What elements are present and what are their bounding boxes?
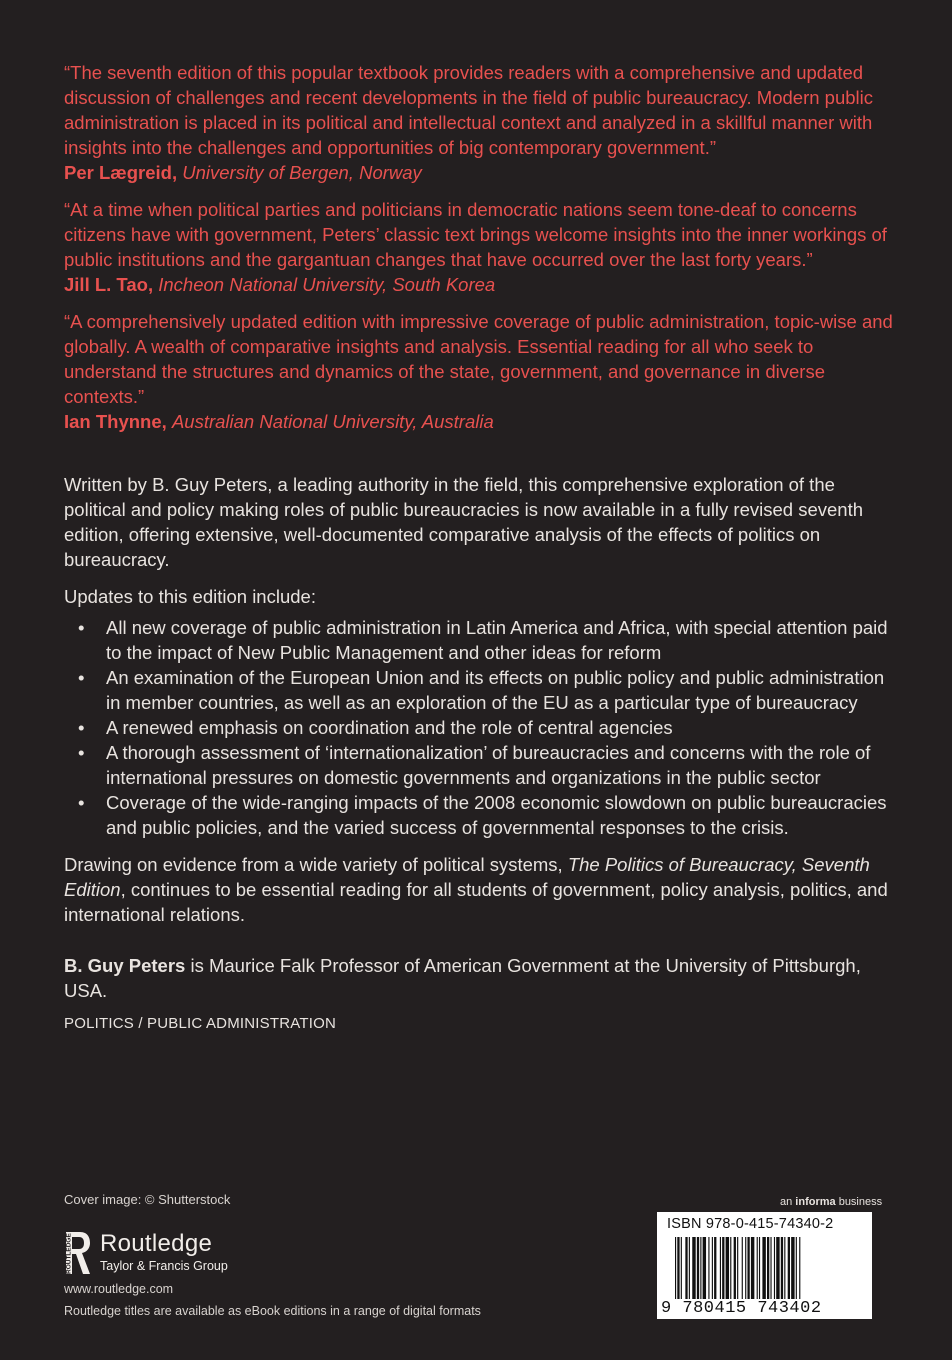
list-item: • A thorough assessment of ‘internationalization’ of bureaucracies and concerns with the role of international pressures on domestic governments and organizations in the public sector [78, 742, 871, 788]
publisher-name: Routledge [100, 1230, 213, 1257]
barcode-bar [791, 1237, 794, 1299]
barcode-bar [757, 1237, 758, 1299]
list-item: • All new coverage of public administration in Latin America and Africa, with special attention paid to the impact of New Public Management and other ideas for reform [78, 617, 888, 663]
barcode-bar [734, 1237, 736, 1299]
routledge-logo [62, 1226, 242, 1280]
isbn-number: ISBN 978-0-415-74340-2 [667, 1216, 834, 1232]
barcode-bar [767, 1237, 769, 1299]
barcode-bar [720, 1237, 721, 1299]
barcode-bar [708, 1237, 709, 1299]
bullet-icon: • [78, 792, 85, 813]
book-description: Written by B. Guy Peters, a leading authority in the field, this comprehensive exploration of the political and policy making roles of public bureaucracies is now available in a fully revised seventh edition, offering extensive, well-documented comparative analysis of the effects of politics on bureaucracy. [64, 474, 864, 570]
publisher-group: Taylor & Francis Group [100, 1259, 228, 1273]
list-item: • A renewed emphasis on coordination and the role of central agencies [78, 717, 673, 738]
barcode-bar [726, 1237, 729, 1299]
endorser-affiliation: University of Bergen, Norway [182, 162, 422, 183]
barcode-bar [776, 1237, 779, 1299]
barcode-bar [685, 1237, 687, 1299]
barcode-bar [799, 1237, 800, 1299]
barcode-bar [737, 1237, 738, 1299]
bullet-icon: • [78, 717, 85, 738]
endorsement-attribution [64, 160, 894, 185]
list-item: • An examination of the European Union and its effects on public policy and public administration in member countries, as well as an exploration of the EU as a particular type of bureaucracy [78, 667, 885, 713]
barcode-bar [692, 1237, 695, 1299]
barcode-bar [675, 1237, 676, 1299]
routledge-vertical-mark: ROUTLEDGE [65, 1233, 73, 1274]
routledge-r-icon [62, 1230, 92, 1276]
barcode-digits: 9 780415 743402 [661, 1299, 822, 1318]
endorsement-attribution [64, 409, 894, 434]
endorsement-quote: “A comprehensively updated edition with impressive coverage of public administration, topic-wise and globally. A wealth of comparative insights and analysis. Essential reading for all who seek to understand the structures and dynamics of the state, government, and governance in diverse contexts.” [64, 311, 893, 407]
barcode-bar [796, 1237, 797, 1299]
author-bio: B. Guy Peters is Maurice Falk Professor of American Government at the University of Pittsburgh, USA. [64, 955, 861, 1001]
endorsement-quote: “The seventh edition of this popular textbook provides readers with a comprehensive and updated discussion of challenges and recent developments in the field of public bureaucracy. Modern public administration is placed in its political and intellectual context and analyzed in a skillful manner with insights into the challenges and opportunities of big contemporary government.” [64, 62, 873, 158]
barcode-bar [762, 1237, 765, 1299]
endorser-name: Ian Thynne, [64, 411, 167, 432]
informa-business-label: an informa business [780, 1196, 883, 1208]
endorser-affiliation: Incheon National University, South Korea [158, 274, 496, 295]
barcode-bar [742, 1237, 743, 1299]
barcode-bar [781, 1237, 783, 1299]
list-item: • Coverage of the wide-ranging impacts of the 2008 economic slowdown on public bureaucracies and public policies, and the varied success of governmental responses to the crisis. [78, 792, 887, 838]
bullet-icon: • [78, 667, 85, 688]
bullet-icon: • [78, 617, 85, 638]
endorser-affiliation: Australian National University, Australia [171, 411, 494, 432]
updates-heading: Updates to this edition include: [64, 586, 316, 607]
barcode-bar [677, 1237, 679, 1299]
barcode-bar [697, 1237, 699, 1299]
endorsement-1 [64, 60, 894, 185]
barcode-bar [689, 1237, 690, 1299]
endorsement-2 [64, 197, 894, 297]
closing-paragraph: Drawing on evidence from a wide variety of political systems, The Politics of Bureaucracy, Seventh Edition, continues to be essential reading for all students of government, policy analysis, politics, and international relations. [64, 854, 888, 925]
endorser-name: Per Lægreid, [64, 162, 178, 183]
cover-credit: Cover image: © Shutterstock [64, 1192, 231, 1207]
barcode-bar [722, 1237, 724, 1299]
barcode-bar [784, 1237, 785, 1299]
endorsement-3 [64, 309, 894, 434]
barcode-bar [681, 1237, 682, 1299]
book-title: The Politics of Bureaucracy, Seventh Edition [64, 854, 870, 900]
barcode-bar [751, 1237, 754, 1299]
barcode-bar [730, 1237, 731, 1299]
updates-list [64, 615, 894, 840]
barcode-bar [747, 1237, 749, 1299]
back-cover-content [64, 60, 894, 1032]
barcode-bar [770, 1237, 771, 1299]
barcode-bar [703, 1237, 706, 1299]
bullet-icon: • [78, 742, 85, 763]
endorser-name: Jill L. Tao, [64, 274, 154, 295]
author-name: B. Guy Peters [64, 955, 186, 976]
barcode-bar [714, 1237, 716, 1299]
barcode-bars [675, 1237, 857, 1299]
barcode-bar [788, 1237, 790, 1299]
publisher-url[interactable]: www.routledge.com [64, 1282, 174, 1296]
barcode-bar [759, 1237, 760, 1299]
ebook-note: Routledge titles are available as eBook editions in a range of digital formats [64, 1304, 481, 1318]
endorsement-attribution [64, 272, 894, 297]
barcode-bar [700, 1237, 701, 1299]
barcode-bar [712, 1237, 713, 1299]
barcode-bar [774, 1237, 775, 1299]
endorsement-quote: “At a time when political parties and politicians in democratic nations seem tone-deaf to concerns citizens have with government, Peters’ classic text brings welcome insights into the inner workings of public institutions and the gargantuan changes that have occurred over the last forty years.” [64, 199, 887, 270]
barcode-bar [745, 1237, 746, 1299]
isbn-barcode [657, 1212, 872, 1319]
subject-category: POLITICS / PUBLIC ADMINISTRATION [64, 1015, 336, 1032]
